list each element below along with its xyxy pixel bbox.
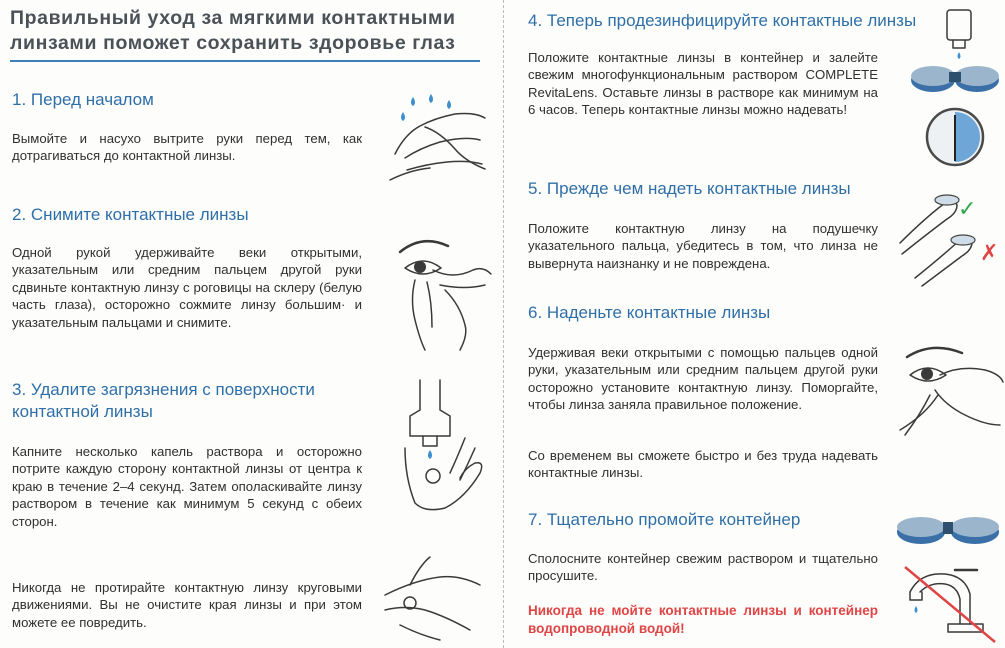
step-2-heading: 2. Снимите контактные линзы	[12, 205, 249, 224]
cross-icon: ✗	[980, 240, 999, 265]
step-7-text: Сполосните контейнер свежим раствором и тщательно просушите.	[528, 551, 878, 584]
page-title: Правильный уход за мягкими контактными линзами поможет сохранить здоровье глаз	[10, 7, 456, 54]
step-3-note: Никогда не протирайте контактную линзу круговыми движениями. Вы не очистите края линзы и при этом можете ее повредить.	[12, 580, 362, 630]
step-3-text: Капните несколько капель раствора и осторожно потрите каждую сторону контактной линзы от центра к краю в течение 2–4 секунд. Затем ополаскивайте линзу раствором в течение как минимум 5 секунд с обеих сторон.	[12, 444, 362, 529]
insert-lens-icon	[895, 345, 1005, 440]
step-6-text: Удерживая веки открытыми с помощью пальцев одной руки, указательным или средним пальцем другой руки осторожно установите контактную линзу. Поморгайте, чтобы линза заняла правильное положение.	[528, 345, 878, 413]
step-1-text: Вымойте и насухо вытрите руки перед тем, как дотрагиваться до контактной линзы.	[12, 131, 362, 164]
step-5-heading: 5. Прежде чем надеть контактные линзы	[528, 179, 851, 198]
step-4-text: Положите контактные линзы в контейнер и залейте свежим многофункциональным раствором COMPLETE RevitaLens. Оставьте линзы в растворе как минимум на 6 часов. Теперь контактные линзы можно надевать!	[528, 50, 878, 118]
step-1-heading: 1. Перед началом	[12, 90, 154, 109]
step-4-heading: 4. Теперь продезинфицируйте контактные линзы	[528, 11, 917, 30]
step-6-heading: 6. Наденьте контактные линзы	[528, 303, 771, 322]
step-3-heading: 3. Удалите загрязнения с поверхности контактной линзы	[12, 380, 315, 421]
clock-icon	[925, 106, 985, 168]
lens-on-finger-icon	[895, 188, 1005, 283]
check-icon: ✓	[958, 196, 977, 221]
step-5-text: Положите контактную линзу на подушечку указательного пальца, убедитесь в том, что линза не вывернута наизнанку и не повреждена.	[528, 221, 878, 271]
remove-lens-icon	[385, 230, 495, 355]
lens-case-icon	[895, 508, 1005, 548]
lens-case-bottle-icon	[905, 8, 1005, 98]
rubbing-lens-icon	[380, 555, 495, 645]
washing-hands-icon	[385, 92, 495, 187]
title-underline	[10, 60, 480, 62]
step-6-note: Со временем вы сможете быстро и без труда надевать контактные линзы.	[528, 448, 878, 481]
column-divider	[503, 0, 504, 648]
step-7-warning: Никогда не мойте контактные линзы и контейнер водопроводной водой!	[528, 603, 878, 636]
step-2-text: Одной рукой удерживайте веки открытыми, указательным или средним пальцем другой руки сдвиньте контактную линзу с роговицы на склеру (белую часть глаза), осторожно сожмите линзу большим· и указательным пальцами и снимите.	[12, 245, 362, 330]
no-tap-water-icon	[900, 562, 1000, 646]
step-7-heading: 7. Тщательно промойте контейнер	[528, 510, 801, 529]
dropper-palm-icon	[395, 378, 495, 518]
